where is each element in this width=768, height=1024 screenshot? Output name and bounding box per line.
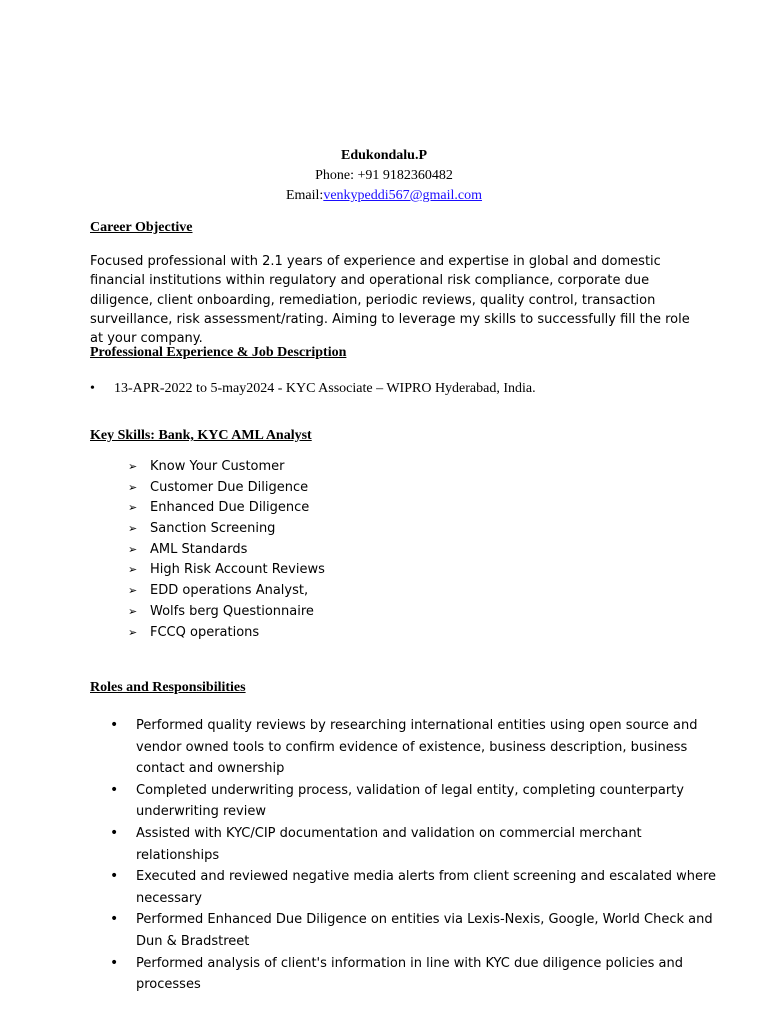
- list-item: [128, 540, 325, 561]
- experience-heading: Professional Experience & Job Description: [90, 345, 347, 360]
- list-item: [110, 866, 720, 909]
- skill-label: High Risk Account Reviews: [150, 562, 325, 578]
- list-item: [128, 478, 325, 499]
- role-text: Performed quality reviews by researching international entities using open source and vendor owned tools to confirm evidence of existence, business description, business contact and ownership: [136, 718, 698, 777]
- bullet-icon: •: [110, 911, 119, 928]
- skill-label: EDD operations Analyst,: [150, 583, 309, 599]
- bullet-icon: •: [110, 954, 119, 971]
- career-objective-text: Focused professional with 2.1 years of experience and expertise in global and domestic financial institutions within regulatory and operational risk compliance, corporate due diligence, client onboarding, remediation, periodic reviews, quality control, transaction surveillance, risk assessment/rating. Aiming to leverage my skills to successfully fill the role at your company.: [90, 254, 690, 347]
- contact-header: [0, 146, 768, 206]
- list-item: [128, 623, 325, 644]
- skill-label: Enhanced Due Diligence: [150, 500, 310, 516]
- role-text: Performed Enhanced Due Diligence on entities via Lexis-Nexis, Google, World Check and Dun & Bradstreet: [136, 912, 713, 949]
- skill-label: FCCQ operations: [150, 624, 260, 640]
- arrow-bullet-icon: ➢: [128, 460, 138, 473]
- email-line: [0, 186, 768, 206]
- skill-label: AML Standards: [150, 541, 248, 557]
- list-item: [110, 823, 720, 866]
- skill-label: Sanction Screening: [150, 521, 276, 537]
- arrow-bullet-icon: ➢: [128, 522, 138, 536]
- key-skills-heading: Key Skills: Bank, KYC AML Analyst: [90, 428, 312, 443]
- key-skills-list: [128, 457, 325, 643]
- arrow-bullet-icon: ➢: [128, 604, 138, 618]
- role-text: Executed and reviewed negative media alerts from client screening and escalated where necessary: [136, 869, 717, 906]
- phone-line: Phone: +91 9182360482: [315, 168, 453, 183]
- arrow-bullet-icon: ➢: [128, 625, 138, 639]
- email-label: Email:: [285, 188, 324, 203]
- experience-item: [90, 379, 536, 399]
- roles-list: [110, 715, 720, 996]
- role-text: Performed analysis of client's information in line with KYC due diligence policies and processes: [136, 955, 684, 993]
- bullet-icon: •: [110, 781, 119, 798]
- list-item: [110, 909, 720, 952]
- list-item: [128, 581, 325, 602]
- list-item: [110, 715, 720, 780]
- arrow-bullet-icon: ➢: [128, 480, 138, 494]
- skill-label: Know Your Customer: [150, 459, 285, 474]
- list-item: [128, 519, 325, 540]
- skill-label: Wolfs berg Questionnaire: [150, 603, 314, 619]
- role-text: Assisted with KYC/CIP documentation and validation on commercial merchant relationships: [136, 825, 642, 863]
- email-link[interactable]: venkypeddi567@gmail.com: [323, 188, 483, 203]
- list-item: [110, 953, 720, 996]
- candidate-name: Edukondalu.P: [341, 148, 427, 163]
- bullet-icon: •: [110, 824, 119, 841]
- list-item: [128, 457, 325, 478]
- list-item: [128, 498, 325, 519]
- bullet-icon: •: [110, 717, 119, 733]
- list-item: [128, 602, 325, 623]
- arrow-bullet-icon: ➢: [128, 501, 138, 515]
- arrow-bullet-icon: ➢: [128, 542, 138, 556]
- role-text: Completed underwriting process, validation of legal entity, completing counterparty underwriting review: [136, 782, 684, 820]
- career-objective-heading: Career Objective: [90, 220, 193, 235]
- skill-label: Customer Due Diligence: [150, 479, 309, 495]
- bullet-icon: •: [90, 381, 95, 396]
- list-item: [128, 560, 325, 581]
- roles-heading: Roles and Responsibilities: [90, 680, 246, 695]
- experience-item-text: 13-APR-2022 to 5-may2024 - KYC Associate – WIPRO Hyderabad, India.: [114, 381, 536, 396]
- list-item: [110, 780, 720, 823]
- bullet-icon: •: [110, 868, 119, 885]
- arrow-bullet-icon: ➢: [128, 563, 138, 577]
- arrow-bullet-icon: ➢: [128, 584, 138, 598]
